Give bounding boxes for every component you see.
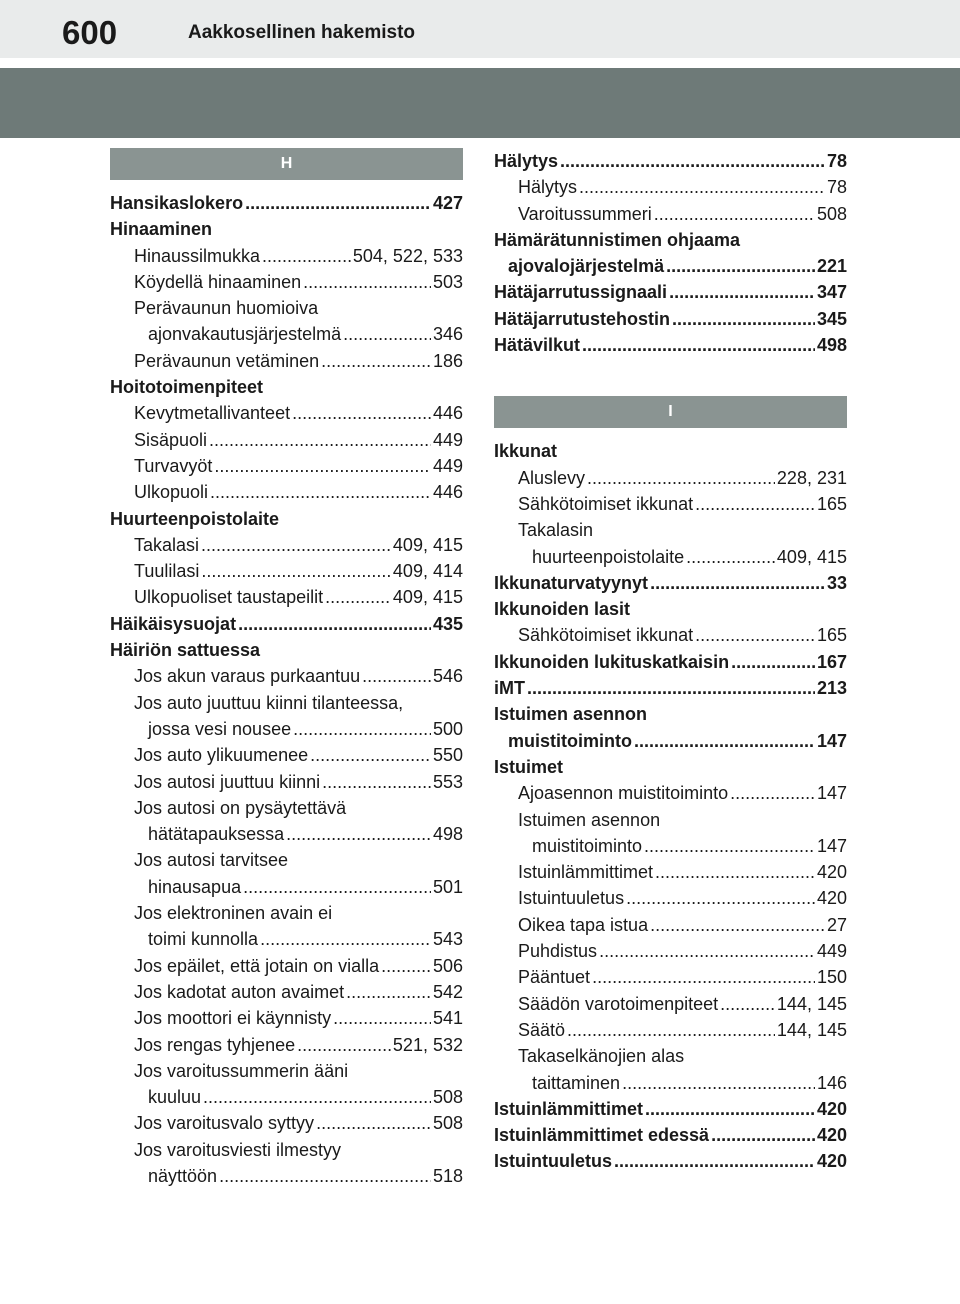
index-entry-pages: 420 [816, 862, 847, 883]
index-entry [110, 506, 463, 532]
index-entry-pages: 147 [816, 783, 847, 804]
index-entry [110, 1032, 463, 1058]
dot-leader [686, 544, 775, 570]
index-entry-pages: 346 [432, 324, 463, 345]
dot-leader [219, 1163, 431, 1189]
index-entry [494, 174, 847, 200]
index-entry [494, 754, 847, 780]
index-entry [110, 847, 463, 873]
index-entry [110, 190, 463, 216]
index-entry-text: Takalasi [134, 534, 200, 555]
index-entry-text: Jos auto ylikuumenee [134, 745, 309, 766]
dot-leader [672, 306, 815, 332]
index-entry [494, 701, 847, 727]
index-entry [494, 253, 847, 279]
dot-leader [260, 926, 431, 952]
index-entry-text: Aluslevy [518, 467, 586, 488]
index-entry [494, 728, 847, 754]
index-entry [110, 1137, 463, 1163]
index-entry [494, 544, 847, 570]
index-entry-text: muistitoiminto [508, 730, 632, 751]
index-entry [110, 795, 463, 821]
dot-leader [245, 190, 431, 216]
index-entry-text: Istuimen asennon [518, 809, 661, 830]
index-entry-text: Jos auto juuttuu kiinni tilanteessa, [134, 692, 404, 713]
index-entry-pages: 213 [816, 678, 847, 699]
index-entry-text: Hoitotoimenpiteet [110, 377, 263, 398]
index-entry-text: Jos rengas tyhjenee [134, 1034, 296, 1055]
index-entries [110, 190, 463, 1189]
index-entry [494, 991, 847, 1017]
page-header-bar [0, 0, 960, 58]
index-entry-pages: 508 [432, 1087, 463, 1108]
index-entry-text: Istuintuuletus [494, 1151, 612, 1172]
index-entry-pages: 435 [432, 613, 463, 634]
index-entry-pages: 409, 415 [392, 587, 463, 608]
index-entry-pages: 150 [816, 967, 847, 988]
index-entry-text: Häikäisysuojat [110, 613, 237, 634]
index-entry [110, 269, 463, 295]
index-entry-text: Hämärätunnistimen ohjaama [494, 229, 741, 250]
index-entry-pages: 518 [432, 1165, 463, 1186]
index-entry [110, 1058, 463, 1084]
index-entry-text: huurteenpoistolaite [532, 546, 685, 567]
index-entry-text: Ikkunoiden lukituskatkaisin [494, 651, 730, 672]
index-entry [110, 1084, 463, 1110]
index-entry-pages: 409, 415 [776, 546, 847, 567]
dot-leader [720, 991, 775, 1017]
index-entry-text: Istuimen asennon [494, 704, 648, 725]
index-entry [110, 821, 463, 847]
index-entry-pages: 147 [816, 730, 847, 751]
index-entry [494, 622, 847, 648]
index-entry-text: ajovalojärjestelmä [508, 256, 665, 277]
dot-leader [297, 1032, 391, 1058]
index-entry-pages: 221 [816, 256, 847, 277]
index-entry-pages: 27 [826, 914, 847, 935]
dot-leader [381, 953, 431, 979]
index-entry [110, 900, 463, 926]
index-entry-text: Huurteenpoistolaite [110, 508, 280, 529]
index-entry-text: Hälytys [494, 151, 559, 171]
index-entry-pages: 228, 231 [776, 467, 847, 488]
dot-leader [711, 1122, 815, 1148]
dot-leader [669, 279, 815, 305]
dot-leader [292, 400, 431, 426]
index-entry-text: Jos moottori ei käynnisty [134, 1008, 332, 1029]
index-entry [494, 465, 847, 491]
index-entry [110, 216, 463, 242]
section-title: Aakkosellinen hakemisto [188, 22, 416, 43]
index-entry-pages: 521, 532 [392, 1034, 463, 1055]
index-entry-pages: 546 [432, 666, 463, 687]
index-entry-text: Jos elektroninen avain ei [134, 903, 333, 924]
dot-leader [654, 201, 815, 227]
index-entry-text: Istuintuuletus [518, 888, 625, 909]
dot-leader [343, 321, 431, 347]
dot-leader [238, 611, 431, 637]
index-entry-text: kuuluu [148, 1087, 202, 1108]
index-entry-text: taittaminen [532, 1072, 621, 1093]
dot-leader [731, 649, 815, 675]
index-entry-text: Perävaunun vetäminen [134, 350, 320, 371]
index-entry [494, 885, 847, 911]
index-entry-text: Istuinlämmittimet [518, 862, 654, 883]
dot-leader [567, 1017, 775, 1043]
index-entry-pages: 427 [432, 193, 463, 213]
index-entry [494, 780, 847, 806]
index-entry-text: hätätapauksessa [148, 824, 285, 845]
index-entry-pages: 543 [432, 929, 463, 950]
index-entry-pages: 508 [816, 203, 847, 224]
index-entry-pages: 144, 145 [776, 993, 847, 1014]
index-entry-pages: 420 [816, 888, 847, 909]
index-entry-pages: 167 [816, 651, 847, 672]
index-entry-pages: 498 [816, 335, 847, 356]
index-entry-text: Puhdistus [518, 941, 598, 962]
index-entry [494, 964, 847, 990]
index-entry-text: Hansikaslokero [110, 193, 244, 213]
dot-leader [293, 716, 431, 742]
index-entry [110, 400, 463, 426]
index-entry [110, 637, 463, 663]
index-entry-pages: 78 [826, 151, 847, 171]
index-entry-text: Häiriön sattuessa [110, 640, 261, 661]
index-entry-pages: 186 [432, 350, 463, 371]
dot-leader [650, 570, 825, 596]
index-entry [494, 1043, 847, 1069]
dot-leader [321, 348, 431, 374]
dot-leader [262, 243, 351, 269]
index-entry-text: Sähkötoimiset ikkunat [518, 625, 694, 646]
index-entry-pages: 146 [816, 1072, 847, 1093]
index-entry [494, 438, 847, 464]
dot-leader [209, 427, 431, 453]
index-entry-text: Istuinlämmittimet edessä [494, 1125, 710, 1146]
index-entry-text: Pääntuet [518, 967, 591, 988]
index-entry [494, 807, 847, 833]
index-entry [494, 1070, 847, 1096]
index-entry-text: Takaselkänojien alas [518, 1046, 685, 1067]
index-entry-pages: 449 [432, 455, 463, 476]
index-entry [110, 979, 463, 1005]
dot-leader [310, 742, 431, 768]
index-entry [110, 243, 463, 269]
index-entry-text: Ikkunaturvatyynyt [494, 572, 649, 593]
index-entry-text: Jos varoitussummerin ääni [134, 1060, 349, 1081]
index-entry-pages: 449 [816, 941, 847, 962]
index-entry [494, 675, 847, 701]
index-entry [494, 649, 847, 675]
index-entry [494, 1148, 847, 1174]
index-entry [494, 332, 847, 358]
index-entry-text: Takalasin [518, 520, 594, 541]
index-entry [494, 148, 847, 174]
index-entry-pages: 504, 522, 533 [352, 245, 463, 266]
index-entries-top [494, 148, 847, 358]
index-entry [494, 1017, 847, 1043]
dot-leader [592, 964, 815, 990]
index-entry-pages: 506 [432, 955, 463, 976]
dot-leader [695, 491, 815, 517]
index-entry-pages: 78 [826, 177, 847, 198]
index-entry [494, 517, 847, 543]
index-entry-text: Ikkunoiden lasit [494, 599, 631, 620]
index-entry [110, 926, 463, 952]
index-entry-pages: 409, 415 [392, 534, 463, 555]
dot-leader [560, 148, 825, 174]
index-entry [110, 479, 463, 505]
dot-leader [645, 1096, 815, 1122]
dot-leader [695, 622, 815, 648]
index-entry [494, 1096, 847, 1122]
page-number: 600 [62, 14, 118, 51]
dot-leader [243, 874, 431, 900]
index-entry [494, 596, 847, 622]
dot-leader [614, 1148, 815, 1174]
dot-leader [333, 1005, 431, 1031]
index-entry-text: Hälytys [518, 177, 578, 198]
dot-leader [316, 1110, 431, 1136]
dot-leader [650, 912, 825, 938]
index-entry-text: jossa vesi nousee [148, 718, 292, 739]
index-entry [110, 953, 463, 979]
index-entry-pages: 165 [816, 625, 847, 646]
dot-leader [362, 663, 431, 689]
index-entry-text: Jos akun varaus purkaantuu [134, 666, 361, 687]
index-entry-pages: 542 [432, 981, 463, 1002]
index-entry-pages: 420 [816, 1151, 847, 1172]
index-entry-text: Perävaunun huomioiva [134, 298, 319, 319]
dot-leader [201, 532, 391, 558]
header-band [0, 68, 960, 138]
dot-leader [322, 769, 431, 795]
index-entry-text: Jos autosi on pysäytettävä [134, 797, 347, 818]
index-entry-pages: 409, 414 [392, 561, 463, 582]
index-entry-text: Ulkopuoli [134, 482, 209, 503]
dot-leader [286, 821, 431, 847]
index-entry [110, 716, 463, 742]
index-column-left [110, 148, 463, 1189]
index-entry-text: Säädön varotoimenpiteet [518, 993, 719, 1014]
index-entry [494, 912, 847, 938]
index-entry-text: Ikkunat [494, 441, 558, 462]
index-entry [110, 874, 463, 900]
index-entry [110, 663, 463, 689]
index-entry-text: näyttöön [148, 1165, 218, 1186]
index-entry-text: muistitoiminto [532, 835, 643, 856]
index-entry [110, 295, 463, 321]
index-entry-pages: 33 [826, 572, 847, 593]
index-entry-text: Hätäjarrutussignaali [494, 282, 668, 303]
index-entry-text: Turvavyöt [134, 455, 213, 476]
index-entry-pages: 144, 145 [776, 1019, 847, 1040]
index-entry-text: Istuinlämmittimet [494, 1098, 644, 1119]
index-entry-text: Jos kadotat auton avaimet [134, 981, 345, 1002]
index-entry-pages: 420 [816, 1125, 847, 1146]
dot-leader [634, 728, 815, 754]
index-entry-pages: 501 [432, 876, 463, 897]
index-entry-text: hinausapua [148, 876, 242, 897]
index-entry-text: Istuimet [494, 756, 564, 777]
index-entry [110, 558, 463, 584]
index-entry-pages: 446 [432, 482, 463, 503]
dot-leader [203, 1084, 431, 1110]
letter-heading-i: I [494, 396, 847, 428]
index-entry [110, 532, 463, 558]
dot-leader [622, 1070, 815, 1096]
dot-leader [210, 479, 431, 505]
dot-leader [587, 465, 775, 491]
index-entry-text: Jos varoitusviesti ilmestyy [134, 1139, 342, 1160]
index-entry-pages: 449 [432, 429, 463, 450]
index-entry-pages: 347 [816, 282, 847, 303]
dot-leader [655, 859, 815, 885]
index-entry-pages: 550 [432, 745, 463, 766]
index-entry-text: Sähkötoimiset ikkunat [518, 493, 694, 514]
index-entry-pages: 165 [816, 493, 847, 514]
dot-leader [666, 253, 815, 279]
index-entry [110, 321, 463, 347]
index-entry [494, 491, 847, 517]
index-entry [110, 1163, 463, 1189]
index-entry-text: Köydellä hinaaminen [134, 271, 302, 292]
dot-leader [346, 979, 431, 1005]
index-entry-text: Hinaaminen [110, 219, 213, 240]
index-entry-pages: 500 [432, 718, 463, 739]
dot-leader [303, 269, 431, 295]
index-entry [494, 833, 847, 859]
index-entry-text: Hinaussilmukka [134, 245, 261, 266]
dot-leader [582, 332, 815, 358]
letter-heading-h: H [110, 148, 463, 180]
index-entry [110, 1110, 463, 1136]
index-entry-text: Hätävilkut [494, 335, 581, 356]
index-column-right [494, 148, 847, 1175]
index-entry [494, 859, 847, 885]
index-entry-text: Hätäjarrutustehostin [494, 308, 671, 329]
index-entry-pages: 541 [432, 1008, 463, 1029]
index-entry [494, 1122, 847, 1148]
index-entry [110, 690, 463, 716]
index-entry [110, 453, 463, 479]
index-entry-text: Varoitussummeri [518, 203, 652, 224]
index-entry [494, 306, 847, 332]
dot-leader [527, 675, 815, 701]
index-entry-text: Jos epäilet, että jotain on vialla [134, 955, 380, 976]
index-entry [110, 584, 463, 610]
index-entry [110, 611, 463, 637]
index-entry [110, 769, 463, 795]
index-entry-text: toimi kunnolla [148, 929, 259, 950]
index-entry-text: Ulkopuoliset taustapeilit [134, 587, 324, 608]
index-entry-pages: 446 [432, 403, 463, 424]
index-entry-text: Jos autosi tarvitsee [134, 850, 289, 871]
index-entry [494, 227, 847, 253]
index-entry-text: iMT [494, 678, 525, 699]
index-entry-pages: 498 [432, 824, 463, 845]
index-entry [494, 279, 847, 305]
index-entry-text: Jos autosi juuttuu kiinni [134, 771, 321, 792]
index-entries [494, 438, 847, 1174]
dot-leader [579, 174, 825, 200]
dot-leader [599, 938, 815, 964]
dot-leader [325, 584, 391, 610]
index-entry [110, 427, 463, 453]
index-entry-pages: 508 [432, 1113, 463, 1134]
index-entry-text: ajonvakautusjärjestelmä [148, 324, 342, 345]
index-entry-pages: 503 [432, 271, 463, 292]
index-entry [494, 938, 847, 964]
index-entry [494, 201, 847, 227]
index-entry-pages: 420 [816, 1098, 847, 1119]
index-entry-pages: 345 [816, 308, 847, 329]
index-entry-pages: 553 [432, 771, 463, 792]
index-entry-text: Oikea tapa istua [518, 914, 649, 935]
index-entry [110, 742, 463, 768]
dot-leader [730, 780, 815, 806]
index-entry-text: Tuulilasi [134, 561, 200, 582]
dot-leader [214, 453, 431, 479]
index-entry-text: Sisäpuoli [134, 429, 208, 450]
index-entry-text: Kevytmetallivanteet [134, 403, 291, 424]
index-entry [110, 348, 463, 374]
index-entry [494, 570, 847, 596]
index-entry-text: Säätö [518, 1019, 566, 1040]
index-entry-pages: 147 [816, 835, 847, 856]
dot-leader [626, 885, 815, 911]
dot-leader [644, 833, 815, 859]
index-entry-text: Ajoasennon muistitoiminto [518, 783, 729, 804]
index-entry [110, 1005, 463, 1031]
index-entry [110, 374, 463, 400]
dot-leader [201, 558, 391, 584]
index-entry-text: Jos varoitusvalo syttyy [134, 1113, 315, 1134]
